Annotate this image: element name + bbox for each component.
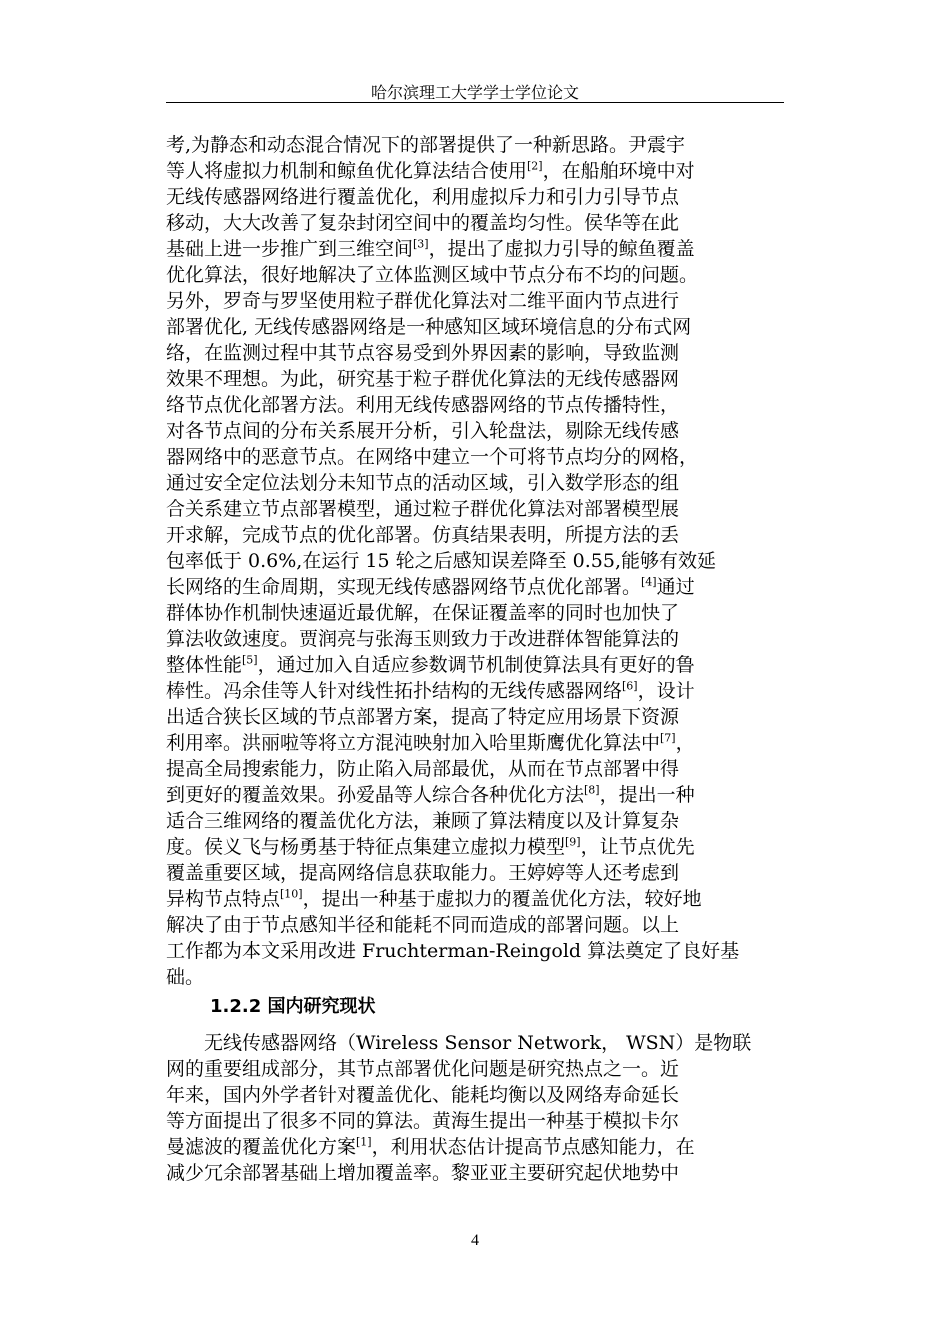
text-run: 棒性。冯余佳等人针对线性拓扑结构的无线传感器网络	[166, 680, 623, 702]
text-run: 覆盖重要区域，提高网络信息获取能力。王婷婷等人还考虑到	[166, 862, 680, 884]
text-run: 利用率。洪丽啦等将立方混沌映射加入哈里斯鹰优化算法中	[166, 732, 661, 754]
text-line	[166, 782, 784, 808]
text-run: 网的重要组成部分，其节点部署优化问题是研究热点之一。近	[166, 1058, 680, 1080]
text-run: 适合三维网络的覆盖优化方法，兼顾了算法精度以及计算复杂	[166, 810, 680, 832]
text-run: ，在船舶环境中对	[542, 160, 695, 182]
text-line	[166, 938, 784, 964]
text-run: 器网络中的恶意节点。在网络中建立一个可将节点均分的网格，	[166, 446, 699, 468]
text-run: ，提出了虚拟力引导的鲸鱼覆盖	[428, 238, 695, 260]
text-line	[166, 912, 784, 938]
text-run: 群体协作机制快速逼近最优解，在保证覆盖率的同时也加快了	[166, 602, 680, 624]
text-line	[166, 1030, 784, 1056]
text-run: 工作都为本文采用改进 Fruchterman-Reingold 算法奠定了良好基	[166, 940, 740, 962]
text-run: ，提出一种	[599, 784, 695, 806]
text-run: 年来，国内外学者针对覆盖优化、能耗均衡以及网络寿命延长	[166, 1084, 680, 1106]
text-line	[166, 366, 784, 392]
text-run: 减少冗余部署基础上增加覆盖率。黎亚亚主要研究起伏地势中	[166, 1162, 680, 1184]
text-line	[166, 756, 784, 782]
text-run: 开求解，完成节点的优化部署。仿真结果表明，所提方法的丢	[166, 524, 680, 546]
text-line	[166, 236, 784, 262]
text-run: 考,为静态和动态混合情况下的部署提供了一种新思路。尹震宇	[166, 134, 686, 156]
text-run: ，让节点优先	[580, 836, 695, 858]
text-run: ，利用状态估计提高节点感知能力，在	[371, 1136, 695, 1158]
citation-ref: [9]	[565, 835, 581, 849]
text-line	[166, 210, 784, 236]
text-line	[166, 418, 784, 444]
text-run: 无线传感器网络（Wireless Sensor Network， WSN）是物联	[166, 1032, 752, 1054]
citation-ref: [8]	[584, 783, 600, 797]
text-line	[166, 626, 784, 652]
text-line	[166, 652, 784, 678]
citation-ref: [1]	[356, 1135, 372, 1149]
text-line	[166, 262, 784, 288]
text-line	[166, 496, 784, 522]
text-run: 对各节点间的分布关系展开分析，引入轮盘法，剔除无线传感	[166, 420, 680, 442]
paragraph-section-2	[166, 1030, 784, 1186]
text-run: 部署优化, 无线传感器网络是一种感知区域环境信息的分布式网	[166, 316, 692, 338]
text-run: 通过	[656, 576, 695, 598]
text-line	[166, 834, 784, 860]
text-line	[166, 444, 784, 470]
text-line	[166, 678, 784, 704]
body-text	[166, 132, 784, 1186]
text-line	[166, 1160, 784, 1186]
text-run: 提高全局搜索能力，防止陷入局部最优，从而在节点部署中得	[166, 758, 680, 780]
text-run: ，通过加入自适应参数调节机制使算法具有更好的鲁	[257, 654, 695, 676]
text-line	[166, 158, 784, 184]
text-line	[166, 1108, 784, 1134]
citation-ref: [3]	[413, 237, 429, 251]
text-line	[166, 184, 784, 210]
text-line	[166, 522, 784, 548]
text-line	[166, 548, 784, 574]
text-run: ，设计	[637, 680, 695, 702]
text-line	[166, 1056, 784, 1082]
text-line	[166, 1082, 784, 1108]
text-line	[166, 314, 784, 340]
text-line	[166, 886, 784, 912]
paragraph-section-1	[166, 132, 784, 990]
text-line	[166, 392, 784, 418]
text-run: 解决了由于节点感知半径和能耗不同而造成的部署问题。以上	[166, 914, 680, 936]
text-line	[166, 1134, 784, 1160]
text-line	[166, 730, 784, 756]
text-run: 另外，罗奇与罗坚使用粒子群优化算法对二维平面内节点进行	[166, 290, 680, 312]
text-run: 络节点优化部署方法。利用无线传感器网络的节点传播特性，	[166, 394, 680, 416]
text-run: 曼滤波的覆盖优化方案	[166, 1136, 357, 1158]
section-heading: 1.2.2 国内研究现状	[210, 996, 376, 1017]
text-run: 础。	[166, 966, 205, 988]
text-run: 长网络的生命周期，实现无线传感器网络节点优化部署。	[166, 576, 642, 598]
text-line	[166, 574, 784, 600]
text-run: 无线传感器网络进行覆盖优化，利用虚拟斥力和引力引导节点	[166, 186, 680, 208]
text-run: 算法收敛速度。贾润亮与张海玉则致力于改进群体智能算法的	[166, 628, 680, 650]
text-line	[166, 704, 784, 730]
header-rule	[166, 102, 784, 103]
text-run: 等人将虚拟力机制和鲸鱼优化算法结合使用	[166, 160, 528, 182]
text-run: 基础上进一步推广到三维空间	[166, 238, 414, 260]
text-run: 优化算法，很好地解决了立体监测区域中节点分布不均的问题。	[166, 264, 699, 286]
text-run: 度。侯义飞与杨勇基于特征点集建立虚拟力模型	[166, 836, 566, 858]
text-run: ，提出一种基于虚拟力的覆盖优化方法，较好地	[302, 888, 702, 910]
text-run: 等方面提出了很多不同的算法。黄海生提出一种基于模拟卡尔	[166, 1110, 680, 1132]
running-header: 哈尔滨理工大学学士学位论文	[370, 83, 579, 102]
text-run: 整体性能	[166, 654, 243, 676]
text-line	[166, 600, 784, 626]
citation-ref: [10]	[280, 887, 303, 901]
text-run: 异构节点特点	[166, 888, 281, 910]
text-line	[166, 860, 784, 886]
text-line	[166, 470, 784, 496]
citation-ref: [5]	[242, 653, 258, 667]
text-run: ，	[675, 732, 695, 754]
text-run: 移动，大大改善了复杂封闭空间中的覆盖均匀性。侯华等在此	[166, 212, 680, 234]
text-run: 出适合狭长区域的节点部署方案，提高了特定应用场景下资源	[166, 706, 680, 728]
text-line	[166, 340, 784, 366]
citation-ref: [4]	[641, 575, 657, 589]
text-line	[166, 132, 784, 158]
citation-ref: [7]	[660, 731, 676, 745]
text-run: 合关系建立节点部署模型，通过粒子群优化算法对部署模型展	[166, 498, 680, 520]
citation-ref: [6]	[622, 679, 638, 693]
text-run: 络，在监测过程中其节点容易受到外界因素的影响，导致监测	[166, 342, 680, 364]
text-line	[166, 964, 784, 990]
text-line	[166, 288, 784, 314]
text-run: 效果不理想。为此，研究基于粒子群优化算法的无线传感器网	[166, 368, 680, 390]
citation-ref: [2]	[527, 159, 543, 173]
text-line	[166, 808, 784, 834]
page-number: 4	[471, 1232, 479, 1249]
text-run: 通过安全定位法划分未知节点的活动区域，引入数学形态的组	[166, 472, 680, 494]
text-run: 到更好的覆盖效果。孙爱晶等人综合各种优化方法	[166, 784, 585, 806]
text-run: 包率低于 0.6%,在运行 15 轮之后感知误差降至 0.55,能够有效延	[166, 550, 716, 572]
